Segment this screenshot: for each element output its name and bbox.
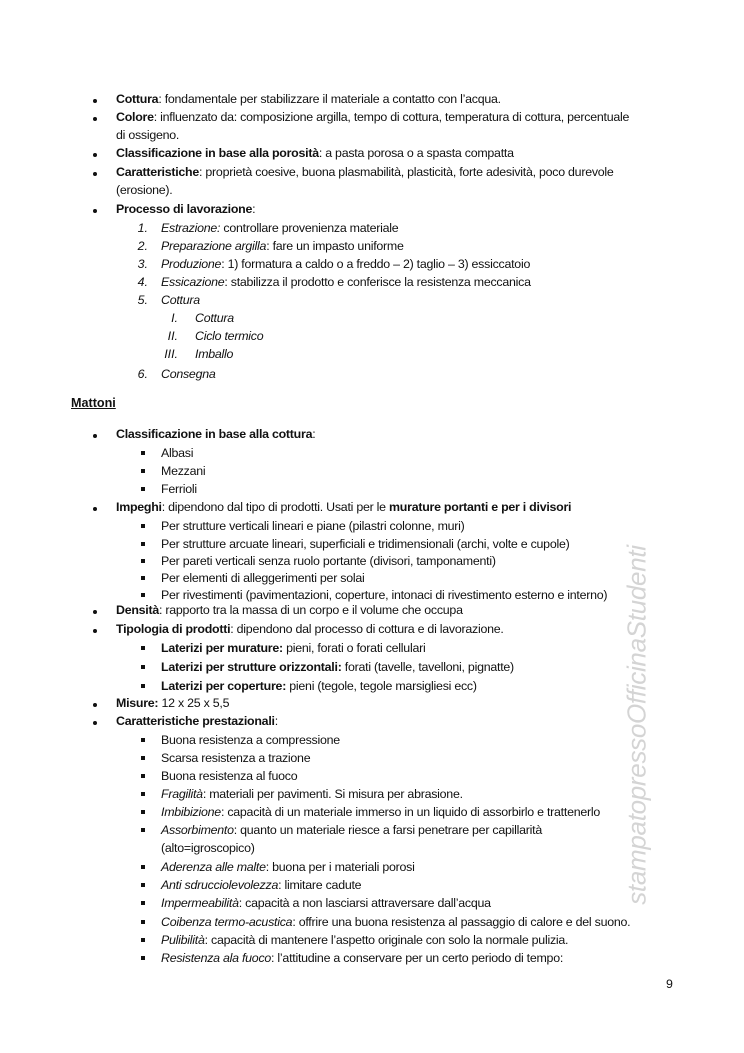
square-bullet-icon [141, 542, 145, 546]
bullet-icon [93, 209, 97, 213]
list-item-classificazione-cottura: Classificazione in base alla cottura: [116, 427, 316, 441]
section-heading-mattoni: Mattoni [71, 396, 116, 410]
square-bullet-icon [141, 756, 145, 760]
process-step-produzione: Produzione: 1) formatura a caldo o a freddo – 2) taglio – 3) essiccatoio [161, 257, 531, 271]
square-bullet-icon [141, 576, 145, 580]
bullet-icon [93, 99, 97, 103]
square-bullet-icon [141, 828, 145, 832]
sublist-item: Per pareti verticali senza ruolo portante (divisori, tamponamenti) [161, 554, 496, 568]
watermark: stampatopressoOfficinaStudenti [621, 545, 652, 905]
square-bullet-icon [141, 901, 145, 905]
bullet-icon [93, 172, 97, 176]
bullet-icon [93, 629, 97, 633]
square-bullet-icon [141, 684, 145, 688]
square-bullet-icon [141, 865, 145, 869]
list-item-porosita: Classificazione in base alla porosità: a pasta porosa o a spasta compatta [116, 146, 514, 160]
list-item-misure: Misure: 12 x 25 x 5,5 [116, 696, 230, 710]
sublist-item: Coibenza termo-acustica: offrire una buona resistenza al passaggio di calore e del suono. [161, 915, 631, 929]
step-number: 4. [137, 275, 148, 289]
sublist-item: Imbibizione: capacità di un materiale immerso in un liquido di assorbirlo e trattenerlo [161, 805, 601, 819]
step-number: 3. [137, 257, 148, 271]
substep-number: I. [171, 311, 178, 325]
process-step-consegna: Consegna [161, 367, 216, 381]
sublist-item: Per elementi di alleggerimenti per solai [161, 571, 365, 585]
substep-ciclo-termico: Ciclo termico [195, 329, 264, 343]
square-bullet-icon [141, 487, 145, 491]
process-step-cottura: Cottura [161, 293, 200, 307]
sublist-item: Mezzani [161, 464, 206, 478]
substep-cottura: Cottura [195, 311, 234, 325]
step-number: 2. [137, 239, 148, 253]
list-item-colore-cont: di ossigeno. [116, 128, 180, 142]
sublist-item: Albasi [161, 446, 194, 460]
square-bullet-icon [141, 469, 145, 473]
sublist-item: Laterizi per murature: pieni, forati o forati cellulari [161, 641, 426, 655]
sublist-item-cont: (alto=igroscopico) [161, 841, 255, 855]
process-step-essicazione: Essicazione: stabilizza il prodotto e conferisce la resistenza meccanica [161, 275, 531, 289]
sublist-item: Anti sdrucciolevolezza: limitare cadute [161, 878, 362, 892]
sublist-item: Resistenza ala fuoco: l’attitudine a conservare per un certo periodo di tempo: [161, 951, 564, 965]
substep-number: III. [164, 347, 178, 361]
square-bullet-icon [141, 938, 145, 942]
sublist-item: Per strutture arcuate lineari, superficiali e tridimensionali (archi, volte e cupole) [161, 537, 570, 551]
square-bullet-icon [141, 792, 145, 796]
square-bullet-icon [141, 920, 145, 924]
sublist-item: Per rivestimenti (pavimentazioni, coperture, intonaci di rivestimento esterno e interno) [161, 588, 608, 602]
square-bullet-icon [141, 883, 145, 887]
square-bullet-icon [141, 956, 145, 960]
list-item-colore: Colore: influenzato da: composizione argilla, tempo di cottura, temperatura di cottura, percentuale [116, 110, 630, 124]
bullet-icon [93, 153, 97, 157]
sublist-item: Buona resistenza a compressione [161, 733, 340, 747]
sublist-item: Laterizi per strutture orizzontali: forati (tavelle, tavelloni, pignatte) [161, 660, 514, 674]
list-item-impieghi: Impeghi: dipendono dal tipo di prodotti. Usati per le murature portanti e per i divisori [116, 500, 572, 514]
process-step-preparazione: Preparazione argilla: fare un impasto uniforme [161, 239, 404, 253]
bullet-icon [93, 610, 97, 614]
sublist-item: Buona resistenza al fuoco [161, 769, 298, 783]
sublist-item: Aderenza alle malte: buona per i materiali porosi [161, 860, 415, 874]
sublist-item: Impermeabilità: capacità a non lasciarsi attraversare dall’acqua [161, 896, 491, 910]
bullet-icon [93, 507, 97, 511]
step-number: 5. [137, 293, 148, 307]
sublist-item: Laterizi per coperture: pieni (tegole, tegole marsigliesi ecc) [161, 679, 477, 693]
square-bullet-icon [141, 646, 145, 650]
list-item-tipologia: Tipologia di prodotti: dipendono dal processo di cottura e di lavorazione. [116, 622, 504, 636]
sublist-item: Ferrioli [161, 482, 197, 496]
list-item-prestazionali: Caratteristiche prestazionali: [116, 714, 278, 728]
step-number: 1. [137, 221, 148, 235]
step-number: 6. [137, 367, 148, 381]
bullet-icon [93, 434, 97, 438]
square-bullet-icon [141, 738, 145, 742]
substep-number: II. [167, 329, 178, 343]
sublist-item: Fragilità: materiali per pavimenti. Si misura per abrasione. [161, 787, 463, 801]
square-bullet-icon [141, 451, 145, 455]
process-step-estrazione: Estrazione: controllare provenienza materiale [161, 221, 399, 235]
sublist-item: Per strutture verticali lineari e piane (pilastri colonne, muri) [161, 519, 465, 533]
square-bullet-icon [141, 774, 145, 778]
sublist-item: Pulibilità: capacità di mantenere l’aspetto originale con solo la normale pulizia. [161, 933, 569, 947]
bullet-icon [93, 721, 97, 725]
square-bullet-icon [141, 559, 145, 563]
bullet-icon [93, 117, 97, 121]
list-item-caratteristiche-cont: (erosione). [116, 183, 173, 197]
square-bullet-icon [141, 524, 145, 528]
square-bullet-icon [141, 665, 145, 669]
bullet-icon [93, 703, 97, 707]
page-number: 9 [666, 977, 673, 991]
list-item-densita: Densità: rapporto tra la massa di un corpo e il volume che occupa [116, 603, 463, 617]
sublist-item: Assorbimento: quanto un materiale riesce a farsi penetrare per capillarità [161, 823, 542, 837]
sublist-item: Scarsa resistenza a trazione [161, 751, 311, 765]
list-item-processo: Processo di lavorazione: [116, 202, 256, 216]
list-item-caratteristiche: Caratteristiche: proprietà coesive, buona plasmabilità, plasticità, forte adesività, poco durevole [116, 165, 614, 179]
substep-imballo: Imballo [195, 347, 234, 361]
list-item-cottura: Cottura: fondamentale per stabilizzare il materiale a contatto con l’acqua. [116, 92, 501, 106]
square-bullet-icon [141, 593, 145, 597]
square-bullet-icon [141, 810, 145, 814]
